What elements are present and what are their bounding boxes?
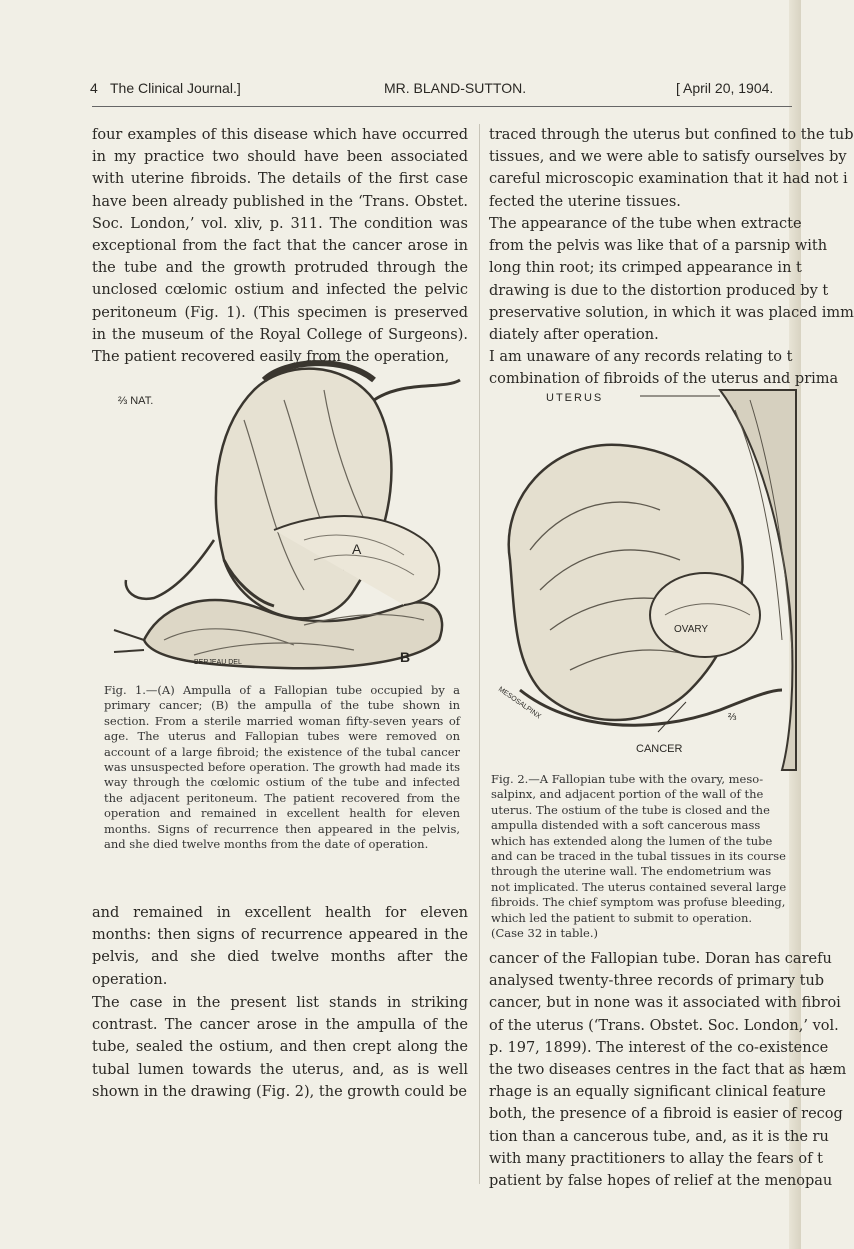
text-line: rhage is an equally significant clinical feature [489,1084,826,1101]
text-line: The appearance of the tube when extracte [489,216,802,232]
figure-2-label-uterus: UTERUS [546,392,604,404]
figure-2-label-ovary: OVARY [674,624,709,635]
text-line: traced through the uterus but confined to the tub [489,127,854,143]
right-paragraph-2 [489,213,854,346]
caption-line: salpinx, and adjacent portion of the wall of the [491,787,764,802]
text-line: diately after operation. [489,327,659,344]
figure-1-label-a: A [352,541,362,557]
author-name: MR. BLAND-SUTTON. [384,80,527,96]
text-line: cancer, but in none was it associated with fibroi [489,995,841,1012]
figure-2-label-cancer: CANCER [636,743,683,755]
text-line: the two diseases centres in the fact that as hæm [489,1062,847,1079]
text-line: combination of fibroids of the uterus and prima [489,371,839,388]
figure-1-caption: Fig. 1.—(A) Ampulla of a Fallopian tube occupied by a primary cancer; (B) the ampulla of the tube shown in section. From a sterile married woman fifty-seven years of age. The uterus and Fallopian tubes were removed on account of a large fibroid; the existence of the tubal cancer was unsuspected before operation. The growth had made its way through the cœlomic ostium of the tube and infected the adjacent peritoneum. The patient recovered from the operation and remained in excellent health for eleven months. Signs of recurrence then appeared in the pelvis, and she died twelve months from the date of operation. [104,683,460,852]
text-line: careful microscopic examination that it had not i [489,171,848,188]
figure-2-caption [491,772,801,941]
text-line: drawing is due to the distortion produced by t [489,282,829,299]
figure-2-illustration [490,390,796,770]
figure-1-illustration [104,340,460,678]
caption-line: and can be traced in the tubal tissues in its course [491,849,786,864]
header-rule [92,106,792,107]
column-divider [479,124,480,1184]
text-line: long thin root; its crimped appearance in t [489,260,802,277]
svg-text:⅔ NAT.: ⅔ NAT. [118,395,154,407]
text-line: p. 197, 1899). The interest of the co-existence [489,1039,829,1056]
text-line: fected the uterine tissues. [489,193,681,210]
caption-line: through the uterine wall. The endometrium was [491,864,772,879]
text-line: tion than a cancerous tube, and, as it is the ru [489,1128,829,1145]
caption-line: ampulla distended with a soft cancerous mass [491,818,761,833]
left-paragraph-2: and remained in excellent health for eleven months: then signs of recurrence appeared in the pelvis, and she died twelve months after the operation. [92,905,468,988]
text-line: both, the presence of a fibroid is easier of recog [489,1106,843,1123]
caption-line: which has extended along the lumen of the tube [491,833,773,848]
right-paragraph-3 [489,346,839,390]
journal-title: The Clinical Journal.] [110,80,241,96]
figure-1-artist-signature: BERJEAU DEL [194,659,242,666]
caption-line: fibroids. The chief symptom was profuse bleeding, [491,895,786,910]
figure-1-scale-label [118,395,153,407]
figure-2-scale-label: ⅔ [728,712,737,723]
right-paragraph-4 [489,948,847,1192]
text-line: I am unaware of any records relating to t [489,349,793,365]
caption-line: which led the patient to submit to operation. [491,910,753,925]
text-line: analysed twenty-three records of primary tub [489,973,825,990]
issue-date: [ April 20, 1904. [676,80,774,96]
caption-line: not implicated. The uterus contained several large [491,879,787,894]
left-paragraph-1: four examples of this disease which have occurred in my practice two should have been associated with uterine fibroids. The details of the first case have been already published in the ‘Trans. Obstet. Soc. London,’ vol. xliv, p. 311. The condition was exceptional from the fact that the cancer arose in the tube and the growth protruded through the unclosed cœlomic ostium and infected the pelvic peritoneum (Fig. 1). (This specimen is preserved in the museum of the Royal College of Surgeons). The patient recovered easily from the operation, [92,127,468,366]
right-paragraph-1 [489,124,854,213]
running-header [0,66,801,106]
text-line: with many practitioners to allay the fears of t [489,1150,823,1167]
caption-line: (Case 32 in table.) [491,926,598,941]
text-line: preservative solution, in which it was placed imm [489,304,854,321]
text-line: of the uterus (‘Trans. Obstet. Soc. London,’ vol. [489,1017,839,1034]
text-line: cancer of the Fallopian tube. Doran has carefu [489,951,832,967]
page-number: 4 [90,80,98,96]
left-paragraph-3: The case in the present list stands in striking contrast. The cancer arose in the ampulla of the tube, sealed the ostium, and then crept along the tubal lumen towards the uterus, and, as is well shown in the drawing (Fig. 2), the growth could be [92,995,468,1100]
text-line: patient by false hopes of relief at the menopau [489,1173,833,1190]
caption-line: uterus. The ostium of the tube is closed and the [491,802,770,817]
figure-2-label-mesosalpinx: MESOSALPINX [496,685,542,721]
text-line: tissues, and we were able to satisfy ourselves by [489,149,847,166]
text-line: from the pelvis was like that of a parsnip with [489,238,828,255]
caption-line: Fig. 2.—A Fallopian tube with the ovary, meso- [491,772,764,786]
figure-1-label-b: B [400,649,411,665]
